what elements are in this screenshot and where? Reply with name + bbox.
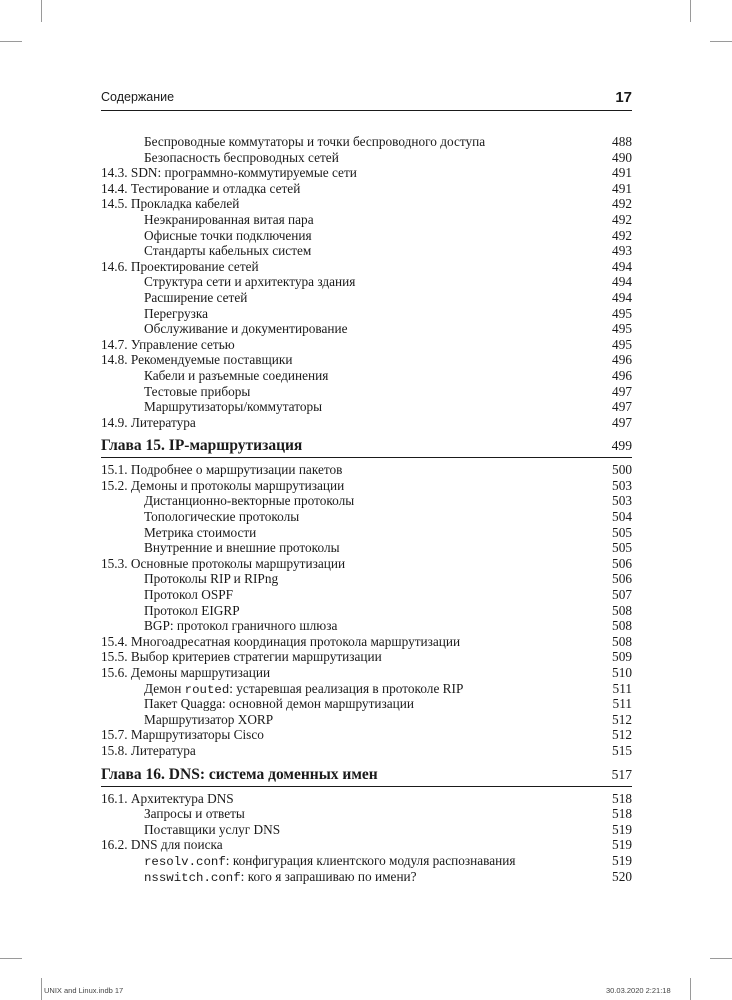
- toc-entry-page: 505: [612, 540, 632, 556]
- crop-mark: [0, 958, 22, 959]
- page-number: 17: [615, 89, 632, 106]
- toc-subsection-entry: [101, 509, 632, 525]
- toc-entry-title: 15.3. Основные протоколы маршрутизации: [101, 555, 346, 571]
- toc-entry-page: 505: [612, 524, 632, 540]
- toc-subsection-entry: [101, 853, 632, 869]
- toc-subsection-entry: [101, 274, 632, 290]
- toc-entry-title: 15.2. Демоны и протоколы маршрутизации: [101, 477, 345, 493]
- toc-entry-page: 499: [611, 438, 632, 454]
- toc-entry-title: 15.5. Выбор критериев стратегии маршрутизации: [101, 649, 382, 665]
- toc-entry-page: 504: [612, 509, 632, 525]
- crop-mark: [710, 958, 732, 959]
- toc-section-entry: [101, 837, 632, 853]
- toc-subsection-entry: [101, 681, 632, 697]
- crop-mark: [41, 0, 42, 22]
- toc-section-entry: [101, 791, 632, 807]
- toc-entry-page: 491: [612, 180, 632, 196]
- toc-entry-title: 14.7. Управление сетью: [101, 336, 235, 352]
- toc-entry-title: Перегрузка: [144, 305, 209, 321]
- toc-entry-title: 16.2. DNS для поиска: [101, 837, 223, 853]
- toc-entry-page: 506: [612, 555, 632, 571]
- toc-entry-page: 494: [612, 258, 632, 274]
- toc-entry-page: 515: [612, 742, 632, 758]
- toc-entry-title: Маршрутизаторы/коммутаторы: [144, 399, 323, 415]
- toc-subsection-entry: [101, 712, 632, 728]
- toc-entry-page: 492: [612, 227, 632, 243]
- toc-entry-title: Поставщики услуг DNS: [144, 821, 281, 837]
- toc-entry-title: 14.9. Литература: [101, 414, 196, 430]
- toc-entry-title: Протокол EIGRP: [144, 602, 240, 618]
- toc-entry-title: 14.6. Проектирование сетей: [101, 258, 259, 274]
- toc-entry-title: 14.3. SDN: программно-коммутируемые сети: [101, 165, 357, 181]
- toc-section-entry: [101, 165, 632, 181]
- toc-entry-title: Топологические протоколы: [144, 509, 300, 525]
- toc-entry-page: 518: [612, 790, 632, 806]
- toc-subsection-entry: [101, 587, 632, 603]
- toc-section-entry: [101, 196, 632, 212]
- crop-mark: [690, 978, 691, 1000]
- toc-entry-page: 494: [612, 289, 632, 305]
- toc-entry-title: BGP: протокол граничного шлюза: [144, 618, 338, 634]
- toc-entry-title: Глава 16. DNS: система доменных имен: [101, 765, 378, 783]
- crop-mark: [690, 0, 691, 22]
- toc-subsection-entry: [101, 399, 632, 415]
- toc-entry-page: 503: [612, 477, 632, 493]
- toc-entry-title: Стандарты кабельных систем: [144, 243, 312, 259]
- toc-entry-title: Структура сети и архитектура здания: [144, 274, 356, 290]
- toc-entry-title: 15.7. Маршрутизаторы Cisco: [101, 727, 264, 743]
- toc-section-entry: [101, 337, 632, 353]
- toc-subsection-entry: [101, 243, 632, 259]
- toc-entry-title: 14.5. Прокладка кабелей: [101, 196, 240, 212]
- toc-subsection-entry: [101, 806, 632, 822]
- toc-entry-title: Метрика стоимости: [144, 524, 257, 540]
- toc-entry-page: 500: [612, 462, 632, 478]
- toc-entry-title: 16.1. Архитектура DNS: [101, 790, 234, 806]
- toc-entry-page: 518: [612, 806, 632, 822]
- toc-subsection-entry: [101, 134, 632, 150]
- toc-entry-page: 492: [612, 211, 632, 227]
- toc-entry-title: Кабели и разъемные соединения: [144, 367, 329, 383]
- toc-entry-title: Протокол OSPF: [144, 587, 234, 603]
- toc-subsection-entry: [101, 368, 632, 384]
- toc-entry-page: 508: [612, 633, 632, 649]
- toc-entry-page: 503: [612, 493, 632, 509]
- toc-entry-page: 506: [612, 571, 632, 587]
- toc-section-entry: [101, 665, 632, 681]
- toc-subsection-entry: [101, 822, 632, 838]
- toc-subsection-entry: [101, 603, 632, 619]
- header-rule: [101, 110, 632, 111]
- toc-entry-title: Тестовые приборы: [144, 383, 251, 399]
- toc-chapter-heading: [101, 437, 632, 458]
- toc-subsection-entry: [101, 228, 632, 244]
- toc-subsection-entry: [101, 869, 632, 885]
- toc-entry-page: 519: [612, 852, 632, 868]
- toc-entry-page: 497: [612, 414, 632, 430]
- toc-entry-title: 15.6. Демоны маршрутизации: [101, 665, 271, 680]
- toc-entry-page: 495: [612, 336, 632, 352]
- toc-entry-page: 511: [612, 696, 632, 712]
- toc-entry-title: Неэкранированная витая пара: [144, 211, 314, 227]
- toc-entry-title: Безопасность беспроводных сетей: [144, 149, 339, 165]
- toc-entry-page: 491: [612, 165, 632, 181]
- toc-section-entry: [101, 556, 632, 572]
- toc-entry-text: : конфигурация клиентского модуля распознавания: [225, 852, 516, 868]
- toc-entry-title: Обслуживание и документирование: [144, 321, 348, 337]
- toc-section-entry: [101, 259, 632, 275]
- toc-entry-title: Внутренние и внешние протоколы: [144, 540, 340, 556]
- crop-mark: [0, 41, 22, 42]
- toc-entry-title: Офисные точки подключения: [144, 227, 312, 243]
- toc-entry-title: Протоколы RIP и RIPng: [144, 571, 279, 587]
- toc-subsection-entry: [101, 540, 632, 556]
- toc-entry-page: 490: [612, 149, 632, 165]
- toc-subsection-entry: [101, 525, 632, 541]
- toc-entry-page: 508: [612, 618, 632, 634]
- toc-entry-page: 509: [612, 649, 632, 665]
- toc-section-entry: [101, 415, 632, 431]
- toc-entry-page: 494: [612, 274, 632, 290]
- crop-mark: [41, 978, 42, 1000]
- toc-subsection-entry: [101, 306, 632, 322]
- toc-entry-page: 497: [612, 383, 632, 399]
- toc-entry-page: 517: [611, 766, 632, 782]
- toc-entry-page: 512: [612, 727, 632, 743]
- toc-section-entry: [101, 634, 632, 650]
- toc-subsection-entry: [101, 290, 632, 306]
- toc-subsection-entry: [101, 696, 632, 712]
- toc-entry-page: 496: [612, 367, 632, 383]
- print-footer-file: UNIX and Linux.indb 17: [44, 986, 124, 995]
- toc-section-entry: [101, 727, 632, 743]
- toc-section-entry: [101, 352, 632, 368]
- toc-section-entry: [101, 649, 632, 665]
- crop-mark: [710, 41, 732, 42]
- toc-entry-page: 519: [612, 821, 632, 837]
- toc-entry-page: 493: [612, 243, 632, 259]
- toc-entry-title: 15.8. Литература: [101, 742, 196, 758]
- toc-entry-title: Расширение сетей: [144, 289, 248, 305]
- toc-subsection-entry: [101, 571, 632, 587]
- toc-entry-title: 14.8. Рекомендуемые поставщики: [101, 352, 293, 368]
- toc-entry-page: 497: [612, 399, 632, 415]
- running-header-title: Содержание: [101, 90, 175, 104]
- toc-entry-title: Пакет Quagga: основной демон маршрутизации: [144, 696, 415, 712]
- toc-entry-title: Маршрутизатор XORP: [144, 711, 274, 727]
- toc-section-entry: [101, 462, 632, 478]
- toc-entry-title: Глава 15. IP-маршрутизация: [101, 437, 303, 455]
- toc-chapter-heading: [101, 766, 632, 787]
- toc-entry-code: routed: [184, 682, 230, 697]
- toc-entry-page: 495: [612, 305, 632, 321]
- toc-entry-page: 512: [612, 711, 632, 727]
- toc-entry-title: [101, 869, 417, 887]
- toc-section-entry: [101, 181, 632, 197]
- toc-entry-page: 510: [612, 665, 632, 680]
- toc-entry-title: Дистанционно-векторные протоколы: [144, 493, 355, 509]
- toc-subsection-entry: [101, 150, 632, 166]
- toc-entry-title: 15.4. Многоадресатная координация протокола маршрутизации: [101, 633, 461, 649]
- toc-subsection-entry: [101, 321, 632, 337]
- toc-section-entry: [101, 478, 632, 494]
- toc-subsection-entry: [101, 212, 632, 228]
- toc-entry-title: 15.1. Подробнее о маршрутизации пакетов: [101, 462, 343, 478]
- toc-entry-page: 511: [612, 680, 632, 696]
- toc-section-entry: [101, 743, 632, 759]
- toc-entry-page: 492: [612, 196, 632, 212]
- toc-entry-title: 14.4. Тестирование и отладка сетей: [101, 180, 301, 196]
- table-of-contents: [101, 134, 632, 884]
- print-footer-timestamp: 30.03.2020 2:21:18: [606, 986, 671, 995]
- toc-entry-page: 508: [612, 602, 632, 618]
- toc-subsection-entry: [101, 618, 632, 634]
- toc-entry-code: resolv.conf: [144, 854, 226, 869]
- toc-subsection-entry: [101, 493, 632, 509]
- toc-entry-page: 520: [612, 868, 632, 884]
- toc-entry-page: 495: [612, 321, 632, 337]
- toc-entry-page: 496: [612, 352, 632, 368]
- toc-entry-code: nsswitch.conf: [144, 870, 241, 885]
- toc-entry-page: 488: [612, 134, 632, 149]
- toc-entry-page: 507: [612, 587, 632, 603]
- toc-entry-text: : устаревшая реализация в протоколе RIP: [229, 680, 464, 696]
- toc-entry-page: 519: [612, 837, 632, 853]
- toc-entry-title: Запросы и ответы: [144, 806, 245, 822]
- toc-entry-title: Беспроводные коммутаторы и точки беспроводного доступа: [144, 134, 486, 149]
- toc-subsection-entry: [101, 384, 632, 400]
- toc-entry-prefix: Демон: [144, 680, 185, 696]
- toc-entry-text: : кого я запрашиваю по имени?: [240, 868, 417, 884]
